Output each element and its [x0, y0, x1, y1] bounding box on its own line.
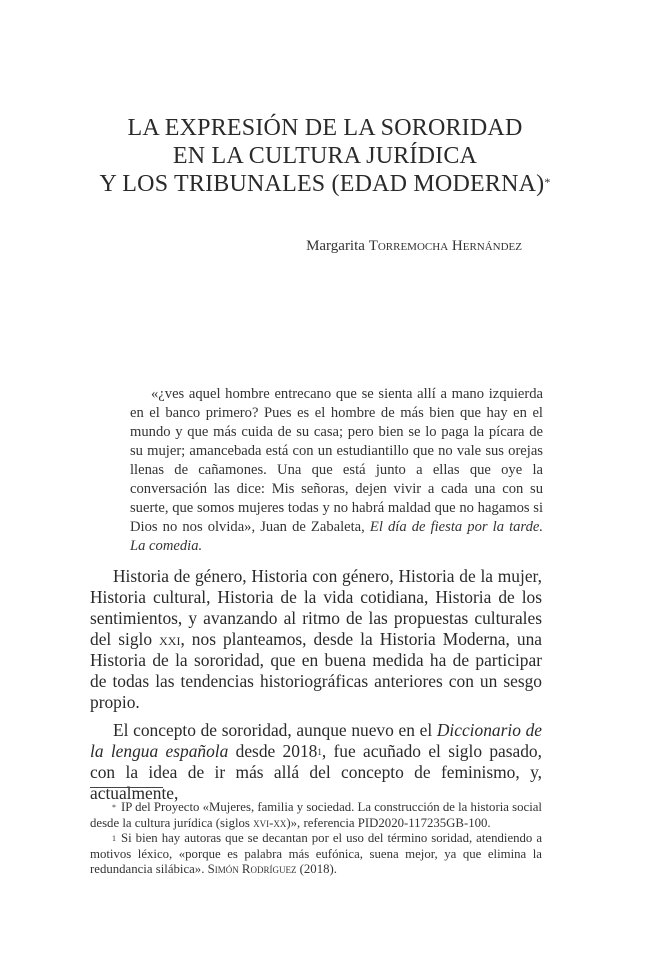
- footnote-1-mark: 1: [112, 834, 116, 843]
- p2-start: El concepto de sororidad, aunque nuevo en el: [113, 720, 437, 740]
- p2-end: , fue acuñado el siglo pasado, con la idea de ir más allá del concepto de feminismo, y, actualmente,: [90, 741, 542, 803]
- p1-start: Historia de género, Historia con género, Historia de la mujer, Historia cultural, Historia de la vida cotidiana, Historia de los sentimientos, y avanzando al ritmo de las propuestas culturales del siglo: [90, 566, 542, 649]
- footnote-1-text: Si bien hay autoras que se decantan por el uso del término soridad, atendiendo a motivos léxico, «porque es palabra más eufónica, suena mejor, ya que elimina la redundancia silábica».: [90, 831, 542, 876]
- title-footnote-mark: *: [544, 175, 551, 189]
- footnote-star-mark: *: [112, 803, 116, 812]
- footnote-star: [90, 800, 542, 831]
- footnote-1-citation: Simón Rodríguez: [207, 862, 297, 876]
- p2-dictionary-title: Diccionario de la lengua española: [90, 720, 542, 761]
- title-line-1: LA EXPRESIÓN DE LA SORORIDAD: [127, 115, 523, 141]
- body-paragraph-2: [90, 720, 542, 804]
- p1-end: , nos planteamos, desde la Historia Moderna, una Historia de la sororidad, que en buena medida ha de participar de todas las tendencias historiográficas anteriores con un sesgo propio.: [90, 629, 543, 712]
- footnote-star-end: )», referencia PID2020-117235GB-100.: [286, 815, 491, 830]
- title-line-3-text: Y LOS TRIBUNALES (EDAD MODERNA): [99, 171, 545, 197]
- footnote-star-start: IP del Proyecto «Mujeres, familia y sociedad. La construcción de la historia social desde la cultura jurídica (siglos: [90, 800, 542, 830]
- title-line-2: EN LA CULTURA JURÍDICA: [172, 143, 478, 169]
- author-name: [306, 238, 522, 255]
- title-line-3: [60, 170, 590, 198]
- p1-century: xxi: [159, 629, 181, 649]
- author-given-name: Margarita: [306, 238, 365, 254]
- footnote-separator: [90, 787, 163, 788]
- epigraph-text: «¿ves aquel hombre entrecano que se sienta allí a mano izquierda en el banco primero? Pues es el hombre de más bien que hay en el mundo y que más cuida de su casa; pero bien se lo paga la pícara de su mujer; amancebada está con un estudiantillo que no vale sus orejas llenas de cañamones. Una que está junto a ellas que oye la conversación las dice: Mis señoras, dejen vivir a cada una con su suerte, que somos mujeres todas y no habrá maldad que no hagamos si Dios no nos olvida», Juan de Zabaleta,: [130, 386, 543, 535]
- epigraph-work-title: El día de fiesta por la tarde. La comedia.: [130, 519, 543, 554]
- footnote-ref-1[interactable]: 1: [317, 747, 322, 757]
- body-paragraph-1: [90, 566, 542, 713]
- chapter-title: [60, 114, 590, 198]
- epigraph: [130, 385, 543, 556]
- footnotes: [90, 800, 542, 878]
- p2-year: desde 2018: [228, 741, 318, 761]
- footnote-1-year: (2018).: [296, 862, 337, 876]
- body-text: [90, 566, 542, 804]
- author-surname: Torremocha Hernández: [368, 238, 522, 254]
- footnote-star-centuries: xvi-xx: [253, 815, 287, 830]
- footnote-1: [90, 831, 542, 878]
